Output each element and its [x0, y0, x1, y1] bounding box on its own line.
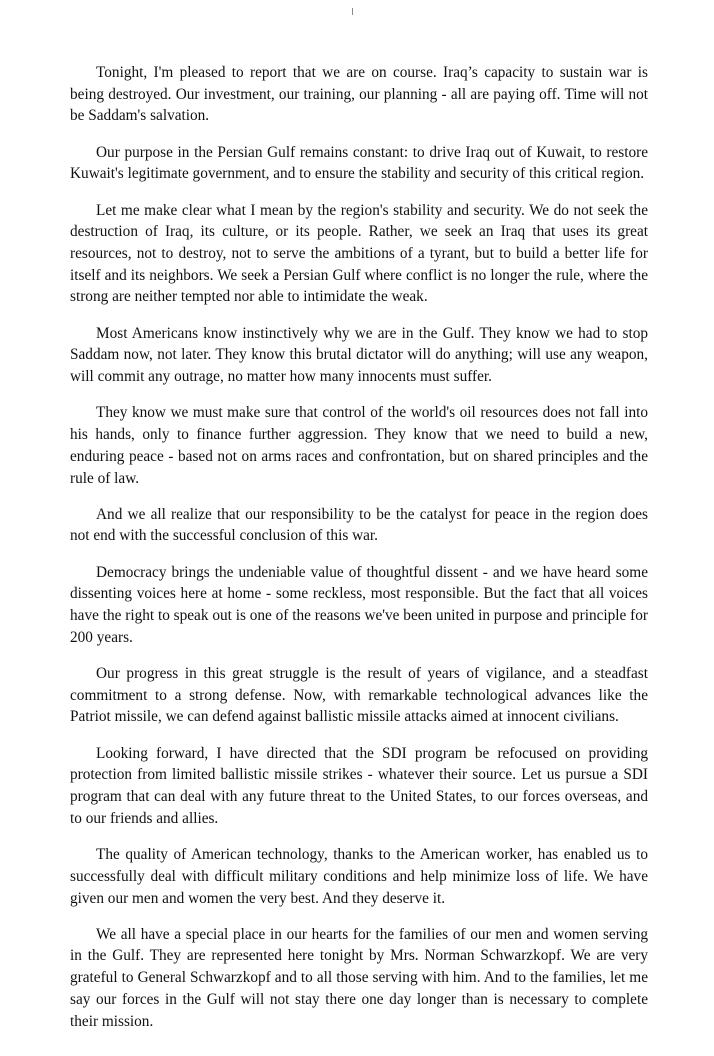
page-top-tick-mark [352, 8, 353, 15]
document-body [70, 62, 648, 1032]
paragraph: The quality of American technology, thanks to the American worker, has enabled us to successfully deal with difficult military conditions and help minimize loss of life. We have given our men and women the very best. And they deserve it. [70, 846, 648, 907]
paragraph: Tonight, I'm pleased to report that we are on course. Iraq’s capacity to sustain war is being destroyed. Our investment, our training, our planning - all are paying off. Time will not be Saddam's salvation. [70, 64, 648, 125]
paragraph: Looking forward, I have directed that the SDI program be refocused on providing protection from limited ballistic missile strikes - whatever their source. Let us pursue a SDI program that can deal with any future threat to the United States, to our forces overseas, and to our friends and allies. [70, 744, 648, 827]
paragraph: Democracy brings the undeniable value of thoughtful dissent - and we have heard some dissenting voices here at home - some reckless, most responsible. But the fact that all voices have the right to speak out is one of the reasons we've been united in purpose and principle for 200 years. [70, 563, 648, 646]
paragraph: Most Americans know instinctively why we are in the Gulf. They know we had to stop Saddam now, not later. They know this brutal dictator will do anything; will use any weapon, will commit any outrage, no matter how many innocents must suffer. [70, 324, 648, 386]
paragraph: Our purpose in the Persian Gulf remains constant: to drive Iraq out of Kuwait, to restore Kuwait's legitimate government, and to ensure the stability and security of this critical region. [70, 143, 648, 183]
paragraph: Let me make clear what I mean by the region's stability and security. We do not seek the destruction of Iraq, its culture, or its people. Rather, we seek an Iraq that uses its great resources, not to destroy, not to serve the ambitions of a tyrant, but to build a better life for itself and its neighbors. We seek a Persian Gulf where conflict is no longer the rule, where the strong are neither tempted nor able to intimidate the weak. [70, 201, 648, 306]
paragraph: We all have a special place in our hearts for the families of our men and women serving in the Gulf. They are represented here tonight by Mrs. Norman Schwarzkopf. We are very grateful to General Schwarzkopf and to all those serving with him. And to the families, let me say our forces in the Gulf will not stay there one day longer than is necessary to complete their mission. [70, 925, 648, 1030]
paragraph: And we all realize that our responsibility to be the catalyst for peace in the region does not end with the successful conclusion of this war. [70, 505, 648, 545]
paragraph: Our progress in this great struggle is the result of years of vigilance, and a steadfast commitment to a strong defense. Now, with remarkable technological advances like the Patriot missile, we can defend against ballistic missile attacks aimed at innocent civilians. [70, 665, 648, 726]
paragraph: They know we must make sure that control of the world's oil resources does not fall into his hands, only to finance further aggression. They know that we need to build a new, enduring peace - based not on arms races and confrontation, but on shared principles and the rule of law. [70, 404, 648, 487]
